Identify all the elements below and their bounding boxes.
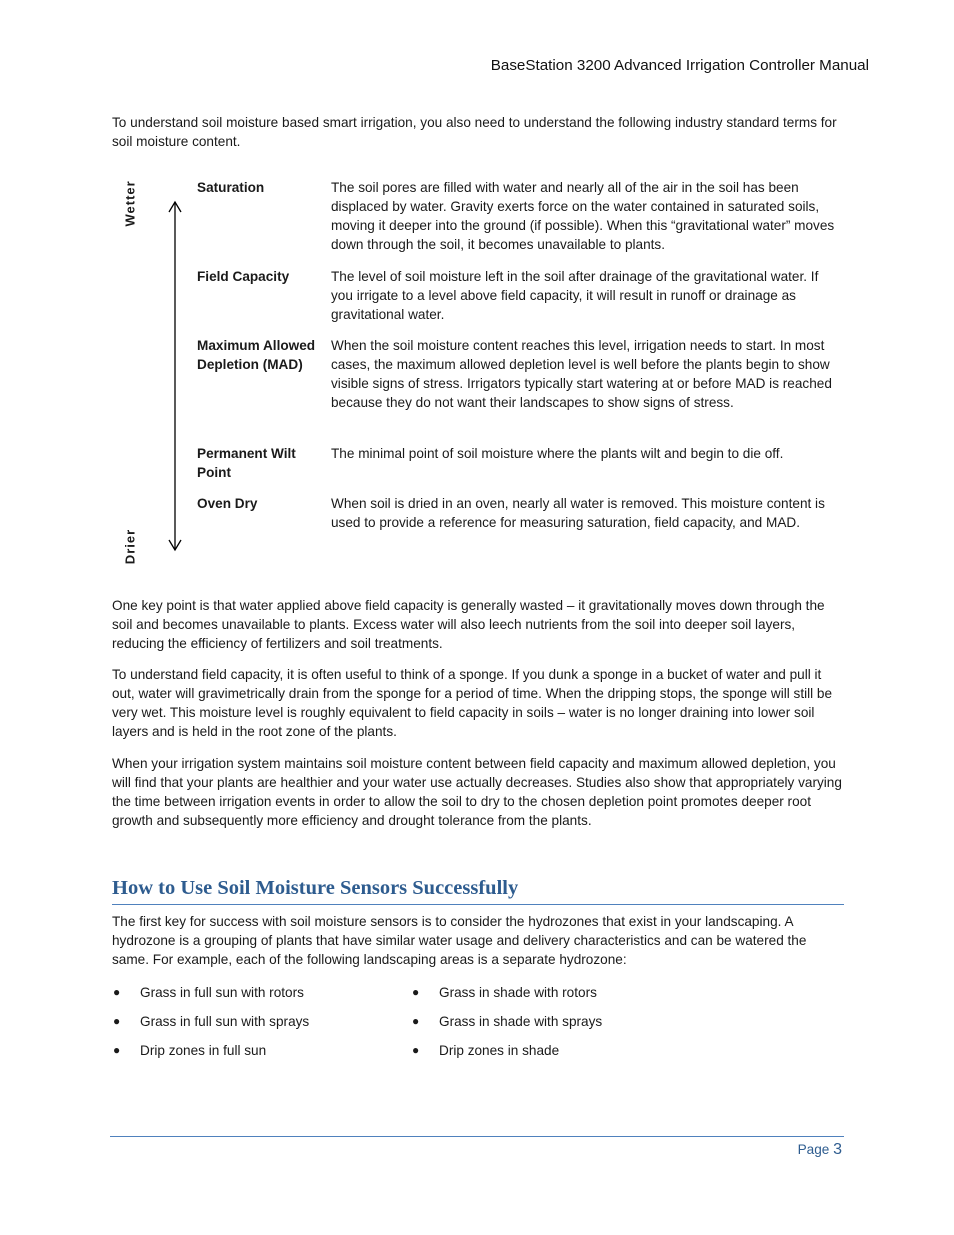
page-label: Page	[797, 1142, 830, 1157]
moisture-scale-arrow	[166, 200, 184, 554]
wetter-label: Wetter	[122, 180, 138, 227]
term-label: Saturation	[197, 180, 265, 195]
bullet-icon: ●	[113, 1014, 121, 1028]
list-item: ● Grass in shade with sprays	[412, 1014, 603, 1029]
term-definition: When the soil moisture content reaches this level, irrigation needs to start. In most cases, the maximum allowed depletion level is well before the plants begin to show visible signs of stress. Irrigators typically start watering at or before MAD is reached because they do not want their landscapes to show signs of stress.	[331, 338, 832, 410]
term-label: Permanent Wilt Point	[197, 446, 296, 480]
term-row-saturation	[197, 178, 847, 254]
term-label: Oven Dry	[197, 496, 258, 511]
bullet-icon: ●	[113, 1043, 121, 1057]
term-definition: The minimal point of soil moisture where the plants wilt and begin to die off.	[331, 446, 784, 461]
hydrozone-paragraph: The first key for success with soil moisture sensors is to consider the hydrozones that exist in your landscaping. A hydrozone is a grouping of plants that have similar water usage and delivery characteristics and can be watered the same. For example, each of the following landscaping areas is a separate hydrozone:	[112, 914, 807, 967]
term-row-oven-dry	[197, 494, 847, 532]
sponge-paragraph: To understand field capacity, it is often useful to think of a sponge. If you dunk a sponge in a bucket of water and pull it out, water will gravimetrically drain from the sponge for a period of time. When the dripping stops, the sponge will still be very wet. This moisture level is roughly equivalent to field capacity in soils – water is no longer draining into lower soil layers and is held in the root zone of the plants.	[112, 667, 833, 739]
list-item: ● Drip zones in full sun	[113, 1043, 267, 1058]
term-definition: The level of soil moisture left in the soil after drainage of the gravitational water. If you irrigate to a level above field capacity, it will result in runoff or drainage as gravitational water.	[331, 269, 819, 322]
list-item: ● Grass in shade with rotors	[412, 985, 597, 1000]
term-row-mad	[197, 336, 847, 412]
term-definition: The soil pores are filled with water and nearly all of the air in the soil has been displaced by water. Gravity exerts force on the water contained in saturated soils, moving it deeper into the ground (if possible). When this “gravitational water” moves down through the soil, it becomes unavailable to plants.	[331, 180, 835, 252]
list-item: ● Drip zones in shade	[412, 1043, 560, 1058]
term-row-field-capacity	[197, 267, 847, 324]
page-number	[798, 1140, 842, 1159]
bullet-icon: ●	[412, 1014, 420, 1028]
hydrozone-list-right	[411, 983, 711, 1070]
hydrozone-list-left	[112, 983, 402, 1070]
term-row-permanent-wilt-point	[197, 444, 847, 482]
key-point-paragraph: One key point is that water applied above field capacity is generally wasted – it gravitationally moves down through the soil and becomes unavailable to plants. Excess water will also leech nutrients from the soil into deeper soil layers, reducing the efficiency of fertilizers and soil treatments.	[112, 598, 825, 651]
term-label: Maximum Allowed Depletion (MAD)	[197, 338, 316, 372]
footer-divider	[110, 1136, 844, 1137]
page-header-title: BaseStation 3200 Advanced Irrigation Controller Manual	[490, 57, 869, 74]
term-label: Field Capacity	[197, 269, 290, 284]
section-heading: How to Use Soil Moisture Sensors Successfully	[112, 874, 844, 905]
bullet-icon: ●	[412, 1043, 420, 1057]
drier-label: Drier	[122, 528, 138, 565]
bullet-icon: ●	[412, 985, 420, 999]
list-item: ● Grass in full sun with sprays	[113, 1014, 310, 1029]
maintain-paragraph: When your irrigation system maintains soil moisture content between field capacity and maximum allowed depletion, you will find that your plants are healthier and your water use actually decreases. Studies also show that appropriately varying the time between irrigation events in order to allow the soil to dry to the chosen depletion point promotes deeper root growth and subsequently more efficiency and drought tolerance from the plants.	[112, 756, 842, 828]
list-item: ● Grass in full sun with rotors	[113, 985, 304, 1000]
intro-paragraph: To understand soil moisture based smart irrigation, you also need to understand the following industry standard terms for soil moisture content.	[112, 115, 837, 149]
bullet-icon: ●	[113, 985, 121, 999]
page-number-value: 3	[833, 1141, 842, 1158]
term-definition: When soil is dried in an oven, nearly all water is removed. This moisture content is used to provide a reference for measuring saturation, field capacity, and MAD.	[331, 496, 825, 530]
